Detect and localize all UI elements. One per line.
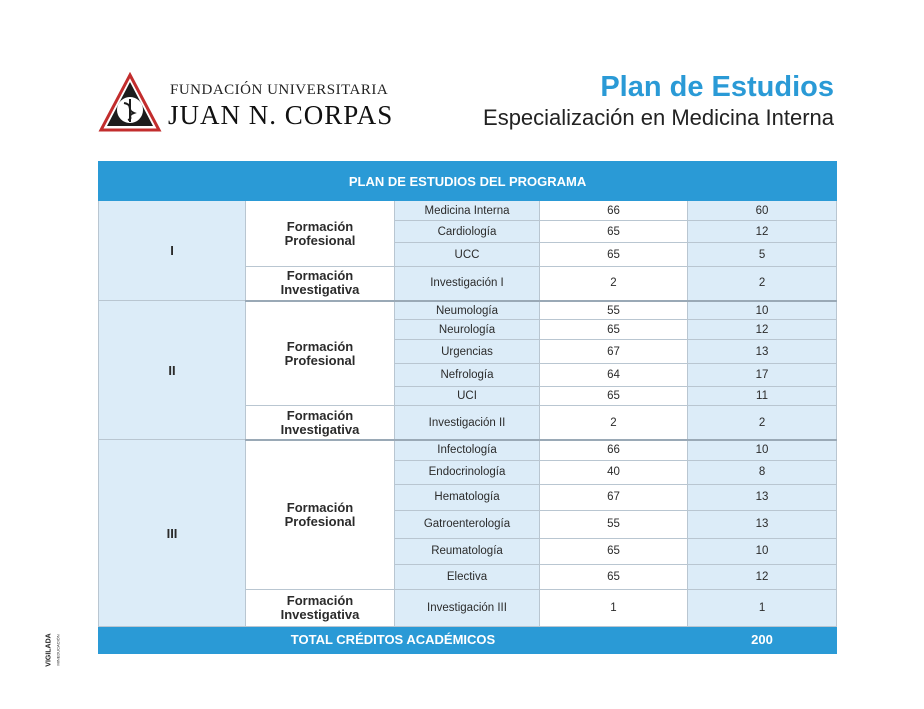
value-a-cell: 66 [540,201,688,221]
semester-label: III [99,440,246,626]
value-b-cell: 10 [688,440,837,460]
semester-label: I [99,201,246,301]
subject-cell: Medicina Interna [395,201,540,221]
subject-cell: Neurología [395,320,540,340]
value-b-cell: 12 [688,221,837,243]
value-a-cell: 66 [540,440,688,460]
value-b-cell: 12 [688,564,837,589]
value-a-cell: 65 [540,538,688,564]
subject-cell: UCI [395,387,540,406]
value-a-cell: 64 [540,364,688,387]
subject-cell: Endocrinología [395,460,540,484]
subject-cell: UCC [395,243,540,267]
subject-cell: Infectología [395,440,540,460]
table-row [99,440,837,460]
subject-cell: Nefrología [395,364,540,387]
value-a-cell: 55 [540,301,688,320]
vigilada-mark [36,626,62,674]
value-b-cell: 13 [688,510,837,538]
subject-cell: Investigación II [395,406,540,440]
subject-cell: Investigación I [395,267,540,301]
value-a-cell: 67 [540,484,688,510]
value-a-cell: 65 [540,243,688,267]
total-label: TOTAL CRÉDITOS ACADÉMICOS [99,626,688,653]
subject-cell: Neumología [395,301,540,320]
block-label: Formación Investigativa [246,406,395,440]
value-b-cell: 60 [688,201,837,221]
page-header [483,70,834,132]
vigilada-text: VIGILADA [45,633,53,667]
value-b-cell: 2 [688,267,837,301]
subject-cell: Cardiología [395,221,540,243]
block-label: Formación Investigativa [246,267,395,301]
subject-cell: Urgencias [395,340,540,364]
page-subtitle: Especialización en Medicina Interna [483,105,834,130]
logo-line-name: JUAN N. CORPAS [168,100,394,130]
value-b-cell: 12 [688,320,837,340]
value-b-cell: 13 [688,340,837,364]
total-row [99,626,837,653]
value-b-cell: 10 [688,301,837,320]
value-b-cell: 1 [688,589,837,626]
value-a-cell: 1 [540,589,688,626]
subject-cell: Reumatología [395,538,540,564]
block-label: Formación Profesional [246,440,395,589]
value-a-cell: 40 [540,460,688,484]
block-label: Formación Investigativa [246,589,395,626]
value-b-cell: 5 [688,243,837,267]
value-b-cell: 11 [688,387,837,406]
block-label: Formación Profesional [246,201,395,267]
total-value: 200 [688,626,837,653]
value-b-cell: 8 [688,460,837,484]
value-a-cell: 67 [540,340,688,364]
table-heading: PLAN DE ESTUDIOS DEL PROGRAMA [99,162,837,201]
subject-cell: Gatroenterología [395,510,540,538]
value-a-cell: 2 [540,406,688,440]
value-a-cell: 65 [540,564,688,589]
study-plan-table [98,161,837,654]
subject-cell: Investigación III [395,589,540,626]
table-heading-row [99,162,837,201]
subject-cell: Hematología [395,484,540,510]
value-a-cell: 65 [540,221,688,243]
table-row [99,201,837,221]
value-a-cell: 2 [540,267,688,301]
block-label: Formación Profesional [246,301,395,406]
university-logo [98,72,398,136]
page-title: Plan de Estudios [600,71,834,103]
value-b-cell: 13 [688,484,837,510]
value-a-cell: 65 [540,320,688,340]
semester-label: II [99,301,246,440]
vigilada-subtext: MINEDUCACIÓN [55,634,61,666]
table-row [99,301,837,320]
value-b-cell: 2 [688,406,837,440]
logo-line-foundation: FUNDACIÓN UNIVERSITARIA [170,82,389,98]
value-b-cell: 17 [688,364,837,387]
value-a-cell: 65 [540,387,688,406]
corpas-emblem-icon [98,72,162,136]
value-a-cell: 55 [540,510,688,538]
value-b-cell: 10 [688,538,837,564]
subject-cell: Electiva [395,564,540,589]
